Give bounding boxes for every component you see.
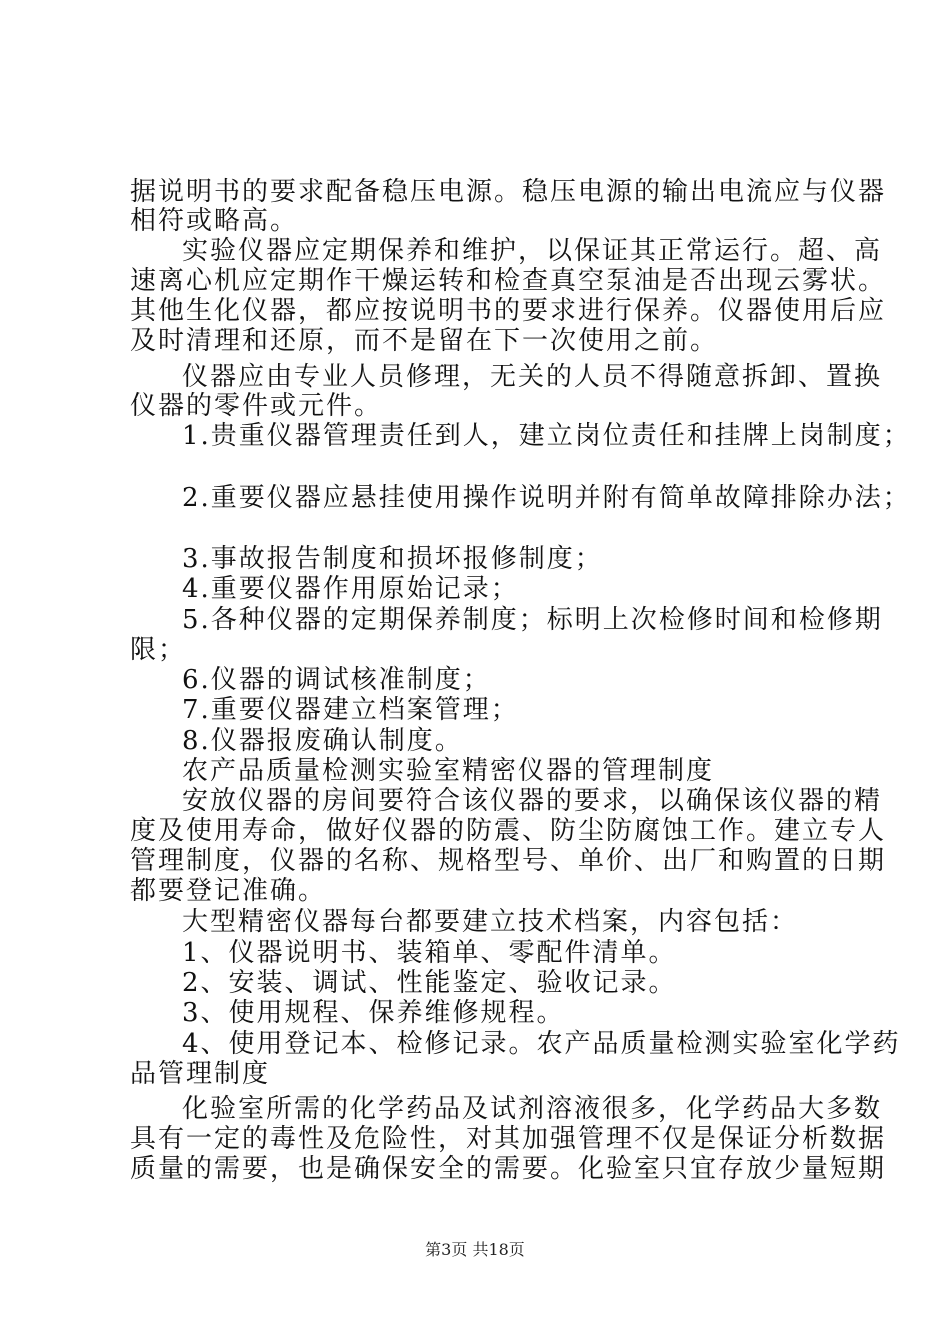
list-item: 6.仪器的调试核准制度； — [182, 665, 491, 695]
list-item: 1、仪器说明书、装箱单、零配件清单。 — [182, 938, 677, 968]
text-line: 速离心机应定期作干燥运转和检查真空泵油是否出现云雾状。 — [130, 266, 887, 296]
text-line: 实验仪器应定期保养和维护，以保证其正常运行。超、高 — [182, 236, 883, 266]
section-heading: 农产品质量检测实验室精密仪器的管理制度 — [182, 756, 715, 786]
list-item: 3、使用规程、保养维修规程。 — [182, 998, 565, 1028]
text-line: 管理制度，仪器的名称、规格型号、单价、出厂和购置的日期 — [130, 846, 887, 876]
list-item: 5.各种仪器的定期保养制度；标明上次检修时间和检修期 — [182, 605, 883, 635]
text-line: 都要登记准确。 — [130, 876, 327, 906]
text-line: 化验室所需的化学药品及试剂溶液很多，化学药品大多数 — [182, 1094, 883, 1124]
text-line: 及时清理和还原，而不是留在下一次使用之前。 — [130, 326, 719, 356]
page-footer: 第3页 共18页 — [425, 1240, 525, 1259]
list-item-continuation: 限； — [130, 635, 187, 665]
text-line: 质量的需要，也是确保安全的需要。化验室只宜存放少量短期 — [130, 1154, 887, 1184]
list-item: 4、使用登记本、检修记录。农产品质量检测实验室化学药 — [182, 1029, 901, 1059]
list-item: 2、安装、调试、性能鉴定、验收记录。 — [182, 968, 677, 998]
list-item: 4.重要仪器作用原始记录； — [182, 574, 519, 604]
list-item: 7.重要仪器建立档案管理； — [182, 695, 519, 725]
list-item: 2.重要仪器应悬挂使用操作说明并附有简单故障排除办法； — [182, 483, 911, 513]
text-line: 相符或略高。 — [130, 206, 299, 236]
text-line: 据说明书的要求配备稳压电源。稳压电源的输出电流应与仪器 — [130, 177, 887, 207]
list-item: 1.贵重仪器管理责任到人，建立岗位责任和挂牌上岗制度； — [182, 421, 911, 451]
text-line: 其他生化仪器，都应按说明书的要求进行保养。仪器使用后应 — [130, 296, 887, 326]
text-line: 大型精密仪器每台都要建立技术档案，内容包括： — [182, 907, 799, 937]
list-item: 8.仪器报废确认制度。 — [182, 726, 463, 756]
text-line: 仪器的零件或元件。 — [130, 391, 383, 421]
list-item: 3.事故报告制度和损坏报修制度； — [182, 544, 603, 574]
text-line: 安放仪器的房间要符合该仪器的要求，以确保该仪器的精 — [182, 786, 883, 816]
text-line: 仪器应由专业人员修理，无关的人员不得随意拆卸、置换 — [182, 362, 883, 392]
text-line: 度及使用寿命，做好仪器的防震、防尘防腐蚀工作。建立专人 — [130, 816, 887, 846]
text-line: 具有一定的毒性及危险性，对其加强管理不仅是保证分析数据 — [130, 1124, 887, 1154]
text-line: 品管理制度 — [130, 1059, 271, 1089]
